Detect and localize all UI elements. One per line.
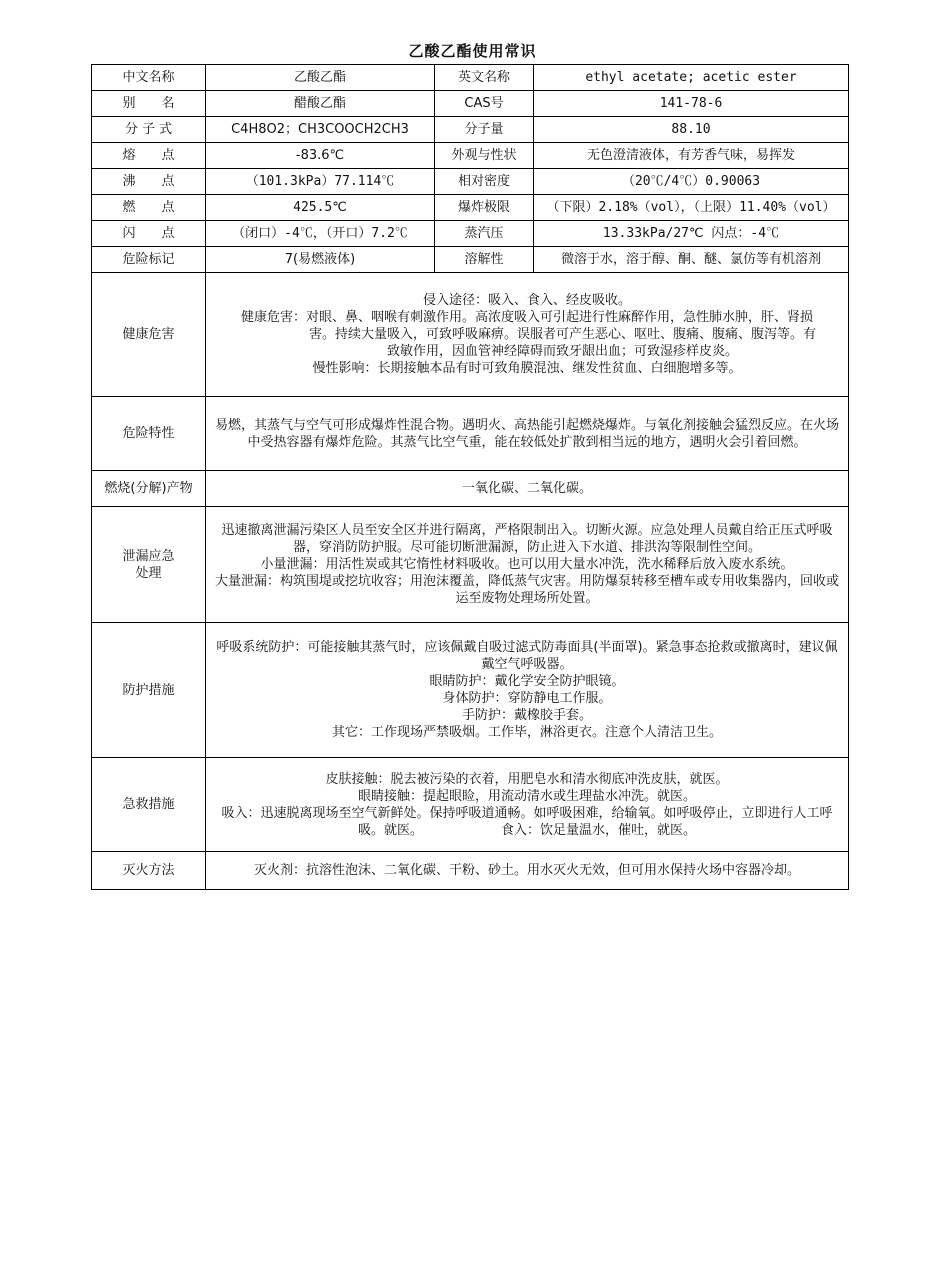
- value-hazard-mark: 7(易燃液体): [206, 247, 435, 273]
- label-alias: 别 名: [92, 91, 206, 117]
- value-appearance: 无色澄清液体，有芳香气味，易挥发: [534, 143, 849, 169]
- protection-body: 身体防护：穿防静电工作服。: [442, 691, 612, 706]
- value-solubility: 微溶于水，溶于醇、酮、醚、氯仿等有机溶剂: [534, 247, 849, 273]
- value-explosion-limit: （下限）2.18%（vol），（上限）11.40%（vol）: [534, 195, 849, 221]
- label-solubility: 溶解性: [435, 247, 534, 273]
- combustion-products-text: 一氧化碳、二氧化碳。: [206, 471, 849, 507]
- table-row: [92, 852, 849, 890]
- table-row: [92, 195, 849, 221]
- value-cas: 141-78-6: [534, 91, 849, 117]
- table-row: [92, 143, 849, 169]
- label-leak-response-a: 泄漏应急: [122, 548, 175, 564]
- label-formula: 分 子 式: [92, 117, 206, 143]
- label-protection: 防护措施: [92, 623, 206, 758]
- table-row: [92, 471, 849, 507]
- first-aid-text: [206, 758, 849, 852]
- label-english-name: 英文名称: [435, 65, 534, 91]
- label-explosion-limit: 爆炸极限: [435, 195, 534, 221]
- value-english-name: ethyl acetate; acetic ester: [534, 65, 849, 91]
- label-fire-fighting: 灭火方法: [92, 852, 206, 890]
- table-row: [92, 65, 849, 91]
- label-hazard-properties: 危险特性: [92, 397, 206, 471]
- first-aid-inhalation-text: 吸入：迅速脱离现场至空气新鲜处。保持呼吸道通畅。如呼吸困难，给输氧。如呼吸停止，立即进行人工呼吸。就医。: [221, 805, 833, 838]
- fire-fighting-text: 灭火剂：抗溶性泡沫、二氧化碳、干粉、砂土。用水灭火无效，但可用水保持火场中容器冷却。: [206, 852, 849, 890]
- first-aid-eye: 眼睛接触：提起眼睑，用流动清水或生理盐水冲洗。就医。: [357, 788, 696, 804]
- leak-general: 迅速撤离泄漏污染区人员至安全区并进行隔离，严格限制出入。切断火源。应急处理人员戴自给正压式呼吸器，穿消防防护服。尽可能切断泄漏源，防止进入下水道、排洪沟等限制性空间。: [221, 523, 833, 555]
- value-alias: 醋酸乙酯: [206, 91, 435, 117]
- value-melting-point: -83.6℃: [206, 143, 435, 169]
- label-melting-point: 熔 点: [92, 143, 206, 169]
- value-molecular-weight: 88.10: [534, 117, 849, 143]
- table-row: [92, 117, 849, 143]
- label-leak-response-b: 处理: [135, 565, 162, 581]
- protection-other: 其它：工作现场严禁吸烟。工作毕，淋浴更衣。注意个人清洁卫生。: [331, 725, 722, 740]
- first-aid-inhalation: [210, 805, 844, 839]
- first-aid-skin: 皮肤接触：脱去被污染的衣着，用肥皂水和清水彻底冲洗皮肤，就医。: [325, 771, 729, 787]
- table-row: [92, 623, 849, 758]
- leak-large: 大量泄漏：构筑围堤或挖坑收容；用泡沫覆盖，降低蒸气灾害。用防爆泵转移至槽车或专用收集器内，回收或运至废物处理场所处置。: [214, 574, 839, 606]
- value-density: （20℃/4℃）0.90063: [534, 169, 849, 195]
- health-hazard-line-3: 致敏作用，因血管神经障碍而致牙龈出血；可致湿疹样皮炎。: [386, 344, 738, 359]
- label-health-hazard: 健康危害: [92, 273, 206, 397]
- table-row: [92, 91, 849, 117]
- label-vapor-pressure: 蒸汽压: [435, 221, 534, 247]
- leak-small: 小量泄漏：用活性炭或其它惰性材料吸收。也可以用大量水冲洗，洗水稀释后放入废水系统。: [260, 557, 794, 572]
- protection-respiratory: 呼吸系统防护：可能接触其蒸气时，应该佩戴自吸过滤式防毒面具(半面罩)。紧急事态抢救或撤离时，建议佩戴空气呼吸器。: [216, 640, 838, 672]
- value-ignition-point: 425.5℃: [206, 195, 435, 221]
- label-flash-point: 闪 点: [92, 221, 206, 247]
- label-appearance: 外观与性状: [435, 143, 534, 169]
- value-vapor-pressure: 13.33kPa/27℃ 闪点：-4℃: [534, 221, 849, 247]
- label-chinese-name: 中文名称: [92, 65, 206, 91]
- label-boiling-point: 沸 点: [92, 169, 206, 195]
- label-combustion-products: 燃烧(分解)产物: [92, 471, 206, 507]
- health-route: 侵入途径：吸入、食入、经皮吸收。: [422, 293, 631, 308]
- protection-eye: 眼睛防护：戴化学安全防护眼镜。: [429, 674, 625, 689]
- msds-table: [91, 64, 849, 890]
- hazard-properties-text: 易燃，其蒸气与空气可形成爆炸性混合物。遇明火、高热能引起燃烧爆炸。与氧化剂接触会猛烈反应。在火场中受热容器有爆炸危险。其蒸气比空气重，能在较低处扩散到相当远的地方，遇明火会引着回燃。: [206, 397, 849, 471]
- label-cas: CAS号: [435, 91, 534, 117]
- health-hazard-line-2: 害。持续大量吸入，可致呼吸麻痹。误服者可产生恶心、呕吐、腹痛、腹痛、腹泻等。有: [308, 327, 816, 342]
- table-row: [92, 758, 849, 852]
- label-density: 相对密度: [435, 169, 534, 195]
- table-row: [92, 247, 849, 273]
- label-first-aid: 急救措施: [92, 758, 206, 852]
- label-leak-response: [92, 507, 206, 623]
- table-row: [92, 397, 849, 471]
- label-molecular-weight: 分子量: [435, 117, 534, 143]
- table-row: [92, 221, 849, 247]
- health-hazard-text: [206, 273, 849, 397]
- leak-response-text: [206, 507, 849, 623]
- table-row: [92, 169, 849, 195]
- first-aid-ingestion: 食入：饮足量温水，催吐，就医。: [501, 822, 697, 838]
- protection-text: [206, 623, 849, 758]
- health-hazard-line-1: 健康危害：对眼、鼻、咽喉有刺激作用。高浓度吸入可引起进行性麻醉作用，急性肺水肿，肝、肾损: [240, 310, 813, 325]
- table-row: [92, 507, 849, 623]
- table-row: [92, 273, 849, 397]
- page-title: 乙酸乙酯使用常识: [408, 42, 537, 60]
- value-chinese-name: 乙酸乙酯: [206, 65, 435, 91]
- value-flash-point: （闭口）-4℃，（开口）7.2℃: [206, 221, 435, 247]
- value-formula: C4H8O2；CH3COOCH2CH3: [206, 117, 435, 143]
- label-ignition-point: 燃 点: [92, 195, 206, 221]
- health-chronic: 慢性影响：长期接触本品有时可致角膜混浊、继发性贫血、白细胞增多等。: [312, 361, 742, 376]
- value-boiling-point: （101.3kPa）77.114℃: [206, 169, 435, 195]
- protection-hand: 手防护：戴橡胶手套。: [461, 708, 592, 723]
- label-hazard-mark: 危险标记: [92, 247, 206, 273]
